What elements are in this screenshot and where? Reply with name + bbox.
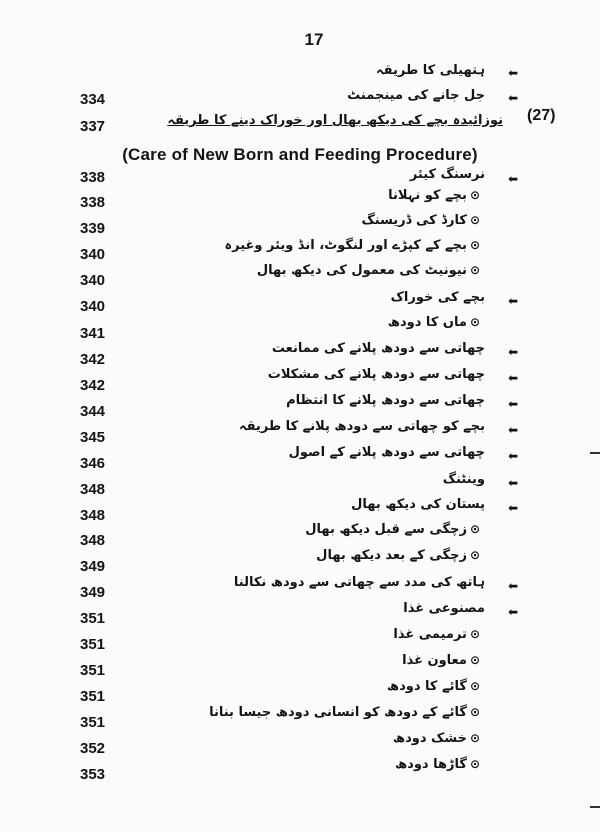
arrow-bullet-icon: ➡	[508, 449, 519, 463]
toc-entry-text: چھاتی سے دودھ پلانے کے اصول	[288, 445, 485, 460]
circle-bullet-icon: ⊙	[469, 653, 480, 667]
circle-bullet-icon: ⊙	[469, 238, 480, 252]
toc-page-number: 351	[80, 688, 106, 705]
arrow-bullet-icon: ➡	[508, 397, 519, 411]
arrow-bullet-icon: ➡	[508, 172, 519, 186]
arrow-bullet-icon: ➡	[508, 579, 519, 593]
arrow-bullet-icon: ➡	[508, 476, 519, 490]
toc-page-number: 353	[80, 766, 106, 783]
toc-entry-label: گاڑھا دودھ	[394, 757, 467, 772]
toc-entry-label: ترمیمی غذا	[393, 627, 467, 642]
toc-entry-text: ہتھیلی کا طریقہ	[376, 63, 485, 78]
toc-entry-text: جل جانے کی مینجمنٹ	[347, 88, 485, 103]
toc-entry-text	[395, 757, 480, 772]
circle-bullet-icon: ⊙	[469, 522, 480, 536]
circle-bullet-icon: ⊙	[469, 757, 480, 771]
toc-entry-text: بچے کو چھاتی سے دودھ پلانے کا طریقہ	[238, 419, 485, 434]
toc-entry-text	[388, 315, 480, 330]
toc-entry-label: ماں کا دودھ	[387, 315, 467, 330]
toc-page-number: 345	[80, 429, 106, 446]
toc-entry-label: بچے کے کپڑے اور لنگوٹ، انڈ ویئر وغیرہ	[224, 238, 467, 253]
toc-entry-text: چھاتی سے دودھ پلانے کی مشکلات	[267, 367, 485, 382]
toc-page-number: 348	[80, 507, 106, 524]
toc-page-number: 349	[80, 584, 106, 601]
circle-bullet-icon: ⊙	[469, 213, 480, 227]
arrow-bullet-icon: ➡	[508, 605, 519, 619]
toc-entry-text	[316, 548, 480, 563]
toc-page-number: 340	[80, 272, 106, 289]
circle-bullet-icon: ⊙	[469, 627, 480, 641]
toc-entry-text: بچے کی خوراک	[390, 290, 485, 305]
toc-page-number: 348	[80, 532, 106, 549]
circle-bullet-icon: ⊙	[469, 731, 480, 745]
toc-entry-text: پستان کی دیکھ بھال	[351, 497, 485, 512]
toc-entry-label: زچگی کے بعد دیکھ بھال	[316, 548, 467, 563]
toc-page-number: 344	[80, 403, 106, 420]
toc-entry-text: ہاتھ کی مدد سے چھاتی سے دودھ نکالنا	[233, 575, 485, 590]
chapter-title-english: (Care of New Born and Feeding Procedure)	[122, 145, 478, 164]
circle-bullet-icon: ⊙	[469, 263, 480, 277]
toc-page-number: 340	[80, 246, 106, 263]
toc-entry-label: کارڈ کی ڈریسنگ	[361, 213, 467, 228]
toc-entry-text	[402, 653, 480, 668]
toc-entry-text	[393, 731, 480, 746]
toc-page-number: 338	[80, 194, 106, 211]
toc-entry-label: گائے کا دودھ	[386, 679, 467, 694]
chapter-page-number: 337	[80, 118, 106, 135]
arrow-bullet-icon: ➡	[508, 66, 519, 80]
toc-page-number: 342	[80, 377, 106, 394]
arrow-bullet-icon: ➡	[508, 501, 519, 515]
toc-entry-text	[305, 522, 480, 537]
toc-entry-label: نیونیٹ کی معمول کی دیکھ بھال	[256, 263, 467, 278]
circle-bullet-icon: ⊙	[469, 548, 480, 562]
toc-page-number: 348	[80, 481, 106, 498]
toc-entry-text: مصنوعی غذا	[403, 601, 485, 616]
toc-page-number: 338	[80, 169, 106, 186]
circle-bullet-icon: ⊙	[469, 705, 480, 719]
circle-bullet-icon: ⊙	[469, 315, 480, 329]
toc-page-number: 339	[80, 220, 106, 237]
toc-page-number: 346	[80, 455, 106, 472]
arrow-bullet-icon: ➡	[508, 423, 519, 437]
toc-entry-label: خشک دودھ	[392, 731, 467, 746]
toc-page-number: 334	[80, 91, 106, 108]
circle-bullet-icon: ⊙	[469, 679, 480, 693]
toc-page-number: 351	[80, 662, 106, 679]
toc-entry-label: بچے کو نہلانا	[388, 188, 467, 203]
toc-entry-text	[393, 627, 480, 642]
toc-entry-text	[257, 263, 480, 278]
toc-entry-text	[225, 238, 480, 253]
toc-entry-text: چھاتی سے دودھ پلانے کا انتظام	[286, 393, 485, 408]
toc-entry-label: گائے کے دودھ کو انسانی دودھ جیسا بنانا	[209, 705, 467, 720]
arrow-bullet-icon: ➡	[508, 371, 519, 385]
toc-entry-text	[388, 188, 480, 203]
arrow-bullet-icon: ➡	[508, 294, 519, 308]
toc-page-number: 351	[80, 636, 106, 653]
toc-page-number: 341	[80, 325, 106, 342]
toc-entry-text: وینٹنگ	[442, 472, 485, 487]
chapter-title-urdu: نوزائیدہ بچے کی دیکھ بھال اور خوراک دینے کا طریقہ	[167, 113, 503, 128]
toc-page-number: 349	[80, 558, 106, 575]
scan-edge-mark	[590, 452, 600, 454]
arrow-bullet-icon: ➡	[508, 345, 519, 359]
toc-page-number: 342	[80, 351, 106, 368]
toc-entry-text	[361, 213, 480, 228]
toc-page-number: 351	[80, 714, 106, 731]
toc-entry-label: معاون غذا	[402, 653, 467, 668]
toc-entry-text: چھاتی سے دودھ پلانے کی ممانعت	[271, 341, 485, 356]
chapter-number: (27)	[527, 107, 556, 124]
arrow-bullet-icon: ➡	[508, 91, 519, 105]
page-number: 17	[304, 30, 324, 49]
scan-edge-mark	[590, 806, 600, 808]
toc-page-number: 351	[80, 610, 106, 627]
toc-entry-label: زچگی سے قبل دیکھ بھال	[305, 522, 467, 537]
toc-entry-text: نرسنگ کیئر	[409, 167, 485, 182]
toc-page-number: 340	[80, 298, 106, 315]
circle-bullet-icon: ⊙	[469, 188, 480, 202]
toc-entry-text	[387, 679, 480, 694]
toc-entry-text	[209, 705, 480, 720]
toc-page-number: 352	[80, 740, 106, 757]
